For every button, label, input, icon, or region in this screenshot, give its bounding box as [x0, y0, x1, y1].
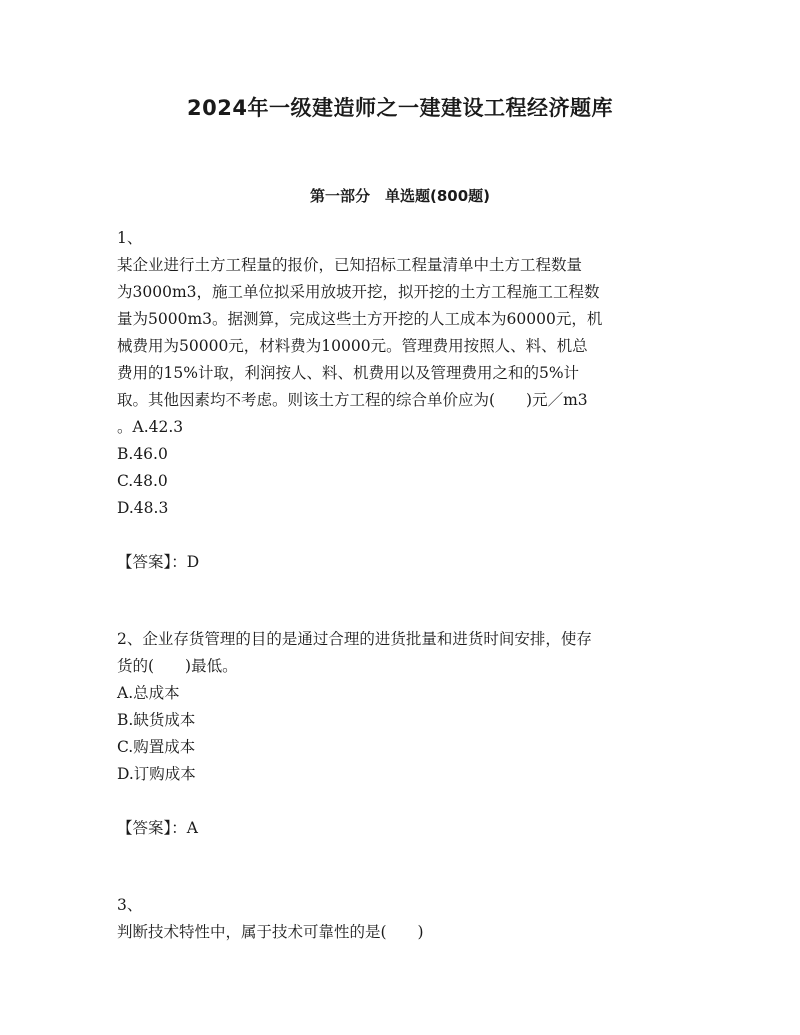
answer-line	[117, 815, 687, 842]
option-b: B.46.0	[117, 445, 168, 463]
option-d: D.48.3	[117, 499, 169, 517]
option-c: C.购置成本	[117, 738, 196, 756]
question-1	[117, 225, 687, 576]
answer-value: A	[186, 819, 198, 837]
document-title: 2024年一级建造师之一建建设工程经济题库	[187, 96, 613, 120]
question-text-line: 判断技术特性中，属于技术可靠性的是( )	[117, 923, 424, 941]
question-text-line: 2、企业存货管理的目的是通过合理的进货批量和进货时间安排，使存	[117, 630, 592, 648]
question-text-line: 货的( )最低。	[117, 657, 238, 675]
option-b: B.缺货成本	[117, 711, 196, 729]
question-text-line: 量为5000m3。据测算，完成这些土方开挖的人工成本为60000元，机	[117, 310, 603, 328]
option-c: C.48.0	[117, 472, 168, 490]
option-a: A.总成本	[117, 684, 180, 702]
answer-line	[117, 549, 687, 576]
answer-label: 【答案】：	[117, 553, 187, 571]
option-a: 。A.42.3	[117, 418, 184, 436]
question-number: 1、	[117, 229, 143, 247]
question-list	[117, 225, 687, 946]
question-3	[117, 892, 687, 946]
question-number: 3、	[117, 896, 143, 914]
question-text-line: 械费用为50000元，材料费为10000元。管理费用按照人、料、机总	[117, 337, 588, 355]
question-2	[117, 626, 687, 842]
answer-value: D	[186, 553, 200, 571]
question-text-line: 某企业进行土方工程量的报价，已知招标工程量清单中土方工程数量	[117, 256, 583, 274]
question-text-line: 费用的15%计取，利润按人、料、机费用以及管理费用之和的5%计	[117, 364, 580, 382]
answer-label: 【答案】：	[117, 819, 187, 837]
option-d: D.订购成本	[117, 765, 196, 783]
question-text-line: 取。其他因素均不考虑。则该土方工程的综合单价应为( )元／m3	[117, 391, 588, 409]
question-text-line: 为3000m3，施工单位拟采用放坡开挖，拟开挖的土方工程施工工程数	[117, 283, 600, 301]
section-heading: 第一部分 单选题(800题)	[309, 187, 491, 205]
